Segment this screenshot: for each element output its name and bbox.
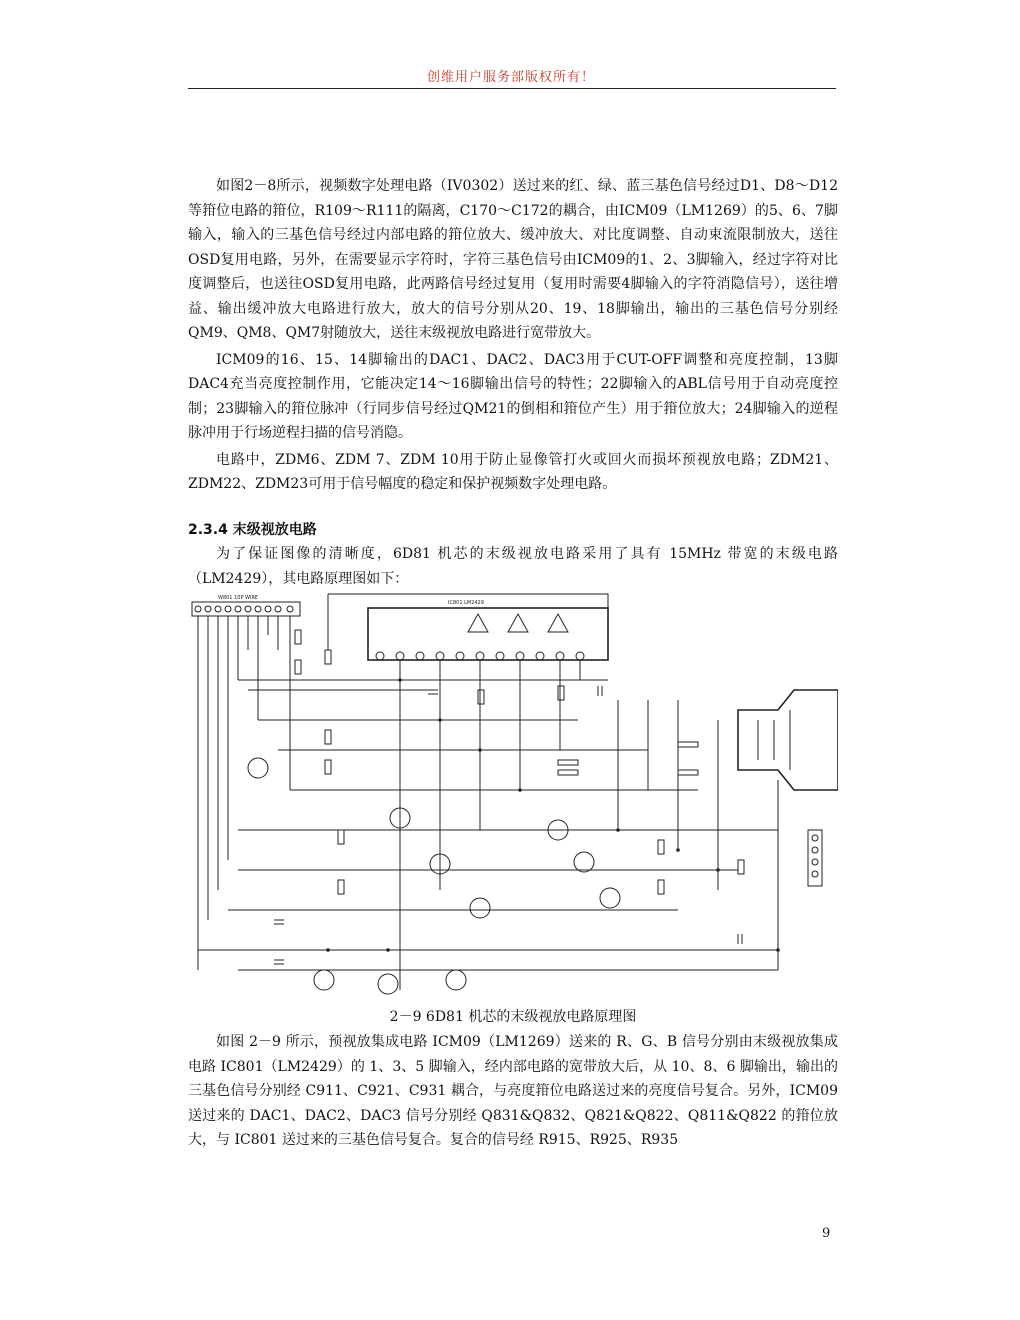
header-rule xyxy=(188,88,836,89)
paragraph-3: 电路中，ZDM6、ZDM 7、ZDM 10用于防止显像管打火或回火而损坏预视放电路；ZDM21、ZDM22、ZDM23可用于信号幅度的稳定和保护视频数字处理电路。 xyxy=(188,451,838,492)
bottom-paragraph: 如图 2－9 所示，预视放集成电路 ICM09（LM1269）送来的 R、G、B 信号分别由末级视放集成电路 IC801（LM2429）的 1、3、5 脚输入，经内部电路的宽带放大后，从 10、8、6 脚输出，输出的三基色信号分别经 C911、C921、C931 耦合，与亮度箝位电路送过来的亮度信号复合。另外，ICM09 送过来的 DAC1、DAC2、DAC3 信号分别经 Q831&Q832、Q821&Q822、Q811&Q822 的箝位放大，与 IC801 送过来的三基色信号复合。复合的信号经 R915、R925、R935 xyxy=(188,1034,838,1148)
right-connector xyxy=(808,830,822,886)
crt-neck xyxy=(738,690,838,790)
circuit-schematic xyxy=(178,590,838,1002)
paragraph-1: 如图2－8所示，视频数字处理电路（IV0302）送过来的红、绿、蓝三基色信号经过D1、D8～D12等箝位电路的箝位，R109～R111的隔离，C170～C172的耦合，由ICM09（LM1269）的5、6、7脚输入，输入的三基色信号经过内部电路的箝位放大、缓冲放大、对比度调整、自动束流限制放大，送往OSD复用电路，另外，在需要显示字符时，字符三基色信号由ICM09的1、2、3脚输入，经过字符对比度调整后，也送往OSD复用电路，此两路信号经过复用（复用时需要4脚输入的字符消隐信号），送往增益、输出缓冲放大电路进行放大，放大的信号分别从20、19、18脚输出，输出的三基色信号分别经QM9、QM8、QM7射随放大，送往末级视放电路进行宽带放大。 xyxy=(188,178,838,341)
connector-label: W801 10P WIRE xyxy=(218,595,259,601)
figure-caption: 2－9 6D81 机芯的末级视放电路原理图 xyxy=(389,1009,637,1025)
body-text xyxy=(188,174,838,499)
intro-paragraph xyxy=(188,542,838,593)
page-header: 创维用户服务部版权所有！ xyxy=(426,70,595,85)
junction-dots xyxy=(326,678,780,952)
ic-pins xyxy=(376,652,584,660)
connector-pins xyxy=(195,606,293,612)
paragraph-2: ICM09的16、15、14脚输出的DAC1、DAC2、DAC3用于CUT-OFF调整和亮度控制，13脚DAC4充当亮度控制作用，它能决定14～16脚输出信号的特性；22脚输入的ABL信号用于自动亮度控制；23脚输入的箝位脉冲（行同步信号经过QM21的倒相和箝位产生）用于箝位放大；24脚输入的逆程脉冲用于行场逆程扫描的信号消隐。 xyxy=(188,351,838,441)
ic-lm2429-box xyxy=(368,608,608,660)
page-number: 9 xyxy=(822,1226,831,1241)
ic-label: IC801 LM2429 xyxy=(448,600,484,606)
bottom-text xyxy=(188,1030,838,1155)
section-heading: 2.3.4 末级视放电路 xyxy=(188,522,317,538)
transistors xyxy=(248,758,620,994)
intro-text: 为了保证图像的清晰度，6D81 机芯的末级视放电路采用了具有 15MHz 带宽的末级电路（LM2429），其电路原理图如下： xyxy=(188,546,838,587)
